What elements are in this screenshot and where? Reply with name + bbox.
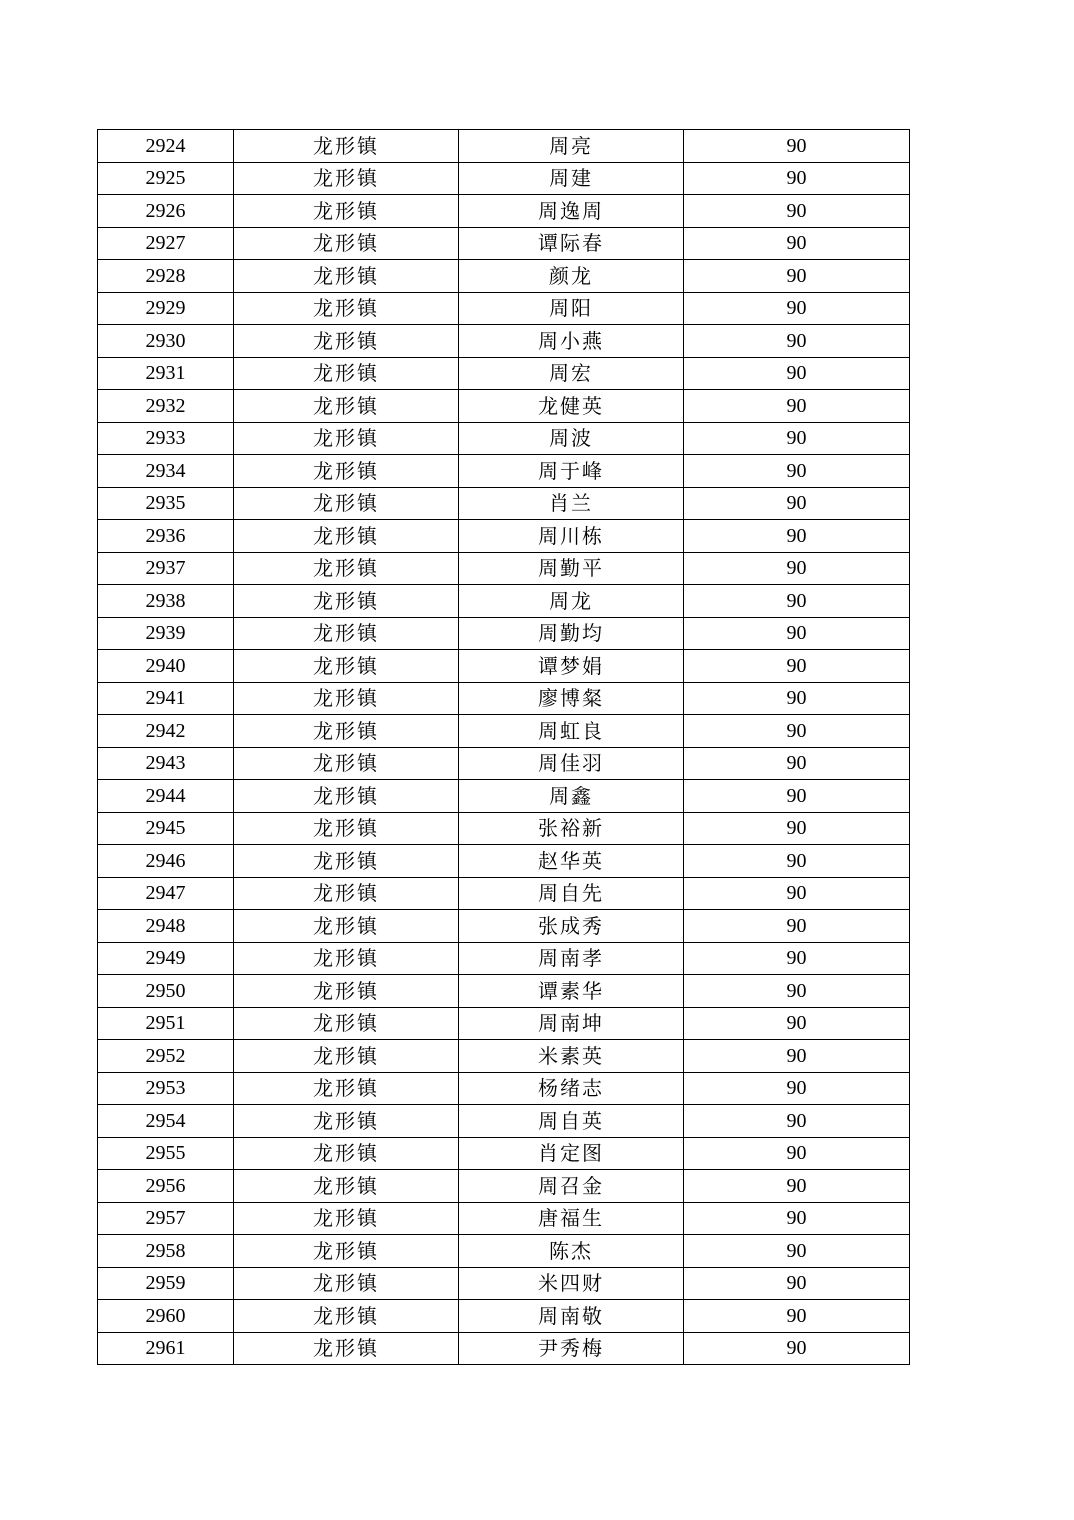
cell-score: 90 bbox=[684, 877, 910, 910]
cell-person-name: 周勤均 bbox=[459, 617, 684, 650]
cell-seq-number: 2936 bbox=[98, 520, 234, 553]
cell-seq-number: 2949 bbox=[98, 942, 234, 975]
cell-seq-number: 2938 bbox=[98, 585, 234, 618]
cell-score: 90 bbox=[684, 1202, 910, 1235]
cell-seq-number: 2947 bbox=[98, 877, 234, 910]
cell-town: 龙形镇 bbox=[234, 1202, 459, 1235]
cell-town: 龙形镇 bbox=[234, 1235, 459, 1268]
cell-town: 龙形镇 bbox=[234, 1105, 459, 1138]
cell-person-name: 周建 bbox=[459, 162, 684, 195]
cell-seq-number: 2948 bbox=[98, 910, 234, 943]
cell-person-name: 肖定图 bbox=[459, 1137, 684, 1170]
cell-score: 90 bbox=[684, 845, 910, 878]
cell-town: 龙形镇 bbox=[234, 292, 459, 325]
cell-seq-number: 2960 bbox=[98, 1300, 234, 1333]
table-row bbox=[98, 747, 910, 780]
cell-seq-number: 2957 bbox=[98, 1202, 234, 1235]
cell-person-name: 周南敬 bbox=[459, 1300, 684, 1333]
cell-town: 龙形镇 bbox=[234, 1170, 459, 1203]
table-row bbox=[98, 1072, 910, 1105]
cell-score: 90 bbox=[684, 715, 910, 748]
cell-seq-number: 2944 bbox=[98, 780, 234, 813]
cell-score: 90 bbox=[684, 812, 910, 845]
cell-score: 90 bbox=[684, 195, 910, 228]
cell-person-name: 周鑫 bbox=[459, 780, 684, 813]
table-row bbox=[98, 325, 910, 358]
table-row bbox=[98, 812, 910, 845]
cell-town: 龙形镇 bbox=[234, 162, 459, 195]
cell-person-name: 谭际春 bbox=[459, 227, 684, 260]
cell-person-name: 周于峰 bbox=[459, 455, 684, 488]
cell-town: 龙形镇 bbox=[234, 942, 459, 975]
table-row bbox=[98, 650, 910, 683]
cell-town: 龙形镇 bbox=[234, 325, 459, 358]
cell-person-name: 周虹良 bbox=[459, 715, 684, 748]
cell-town: 龙形镇 bbox=[234, 650, 459, 683]
cell-person-name: 张裕新 bbox=[459, 812, 684, 845]
cell-town: 龙形镇 bbox=[234, 1072, 459, 1105]
table-row bbox=[98, 292, 910, 325]
table-row bbox=[98, 1332, 910, 1365]
cell-person-name: 周波 bbox=[459, 422, 684, 455]
cell-seq-number: 2927 bbox=[98, 227, 234, 260]
cell-score: 90 bbox=[684, 260, 910, 293]
cell-score: 90 bbox=[684, 487, 910, 520]
cell-score: 90 bbox=[684, 162, 910, 195]
cell-score: 90 bbox=[684, 1235, 910, 1268]
cell-person-name: 颜龙 bbox=[459, 260, 684, 293]
cell-score: 90 bbox=[684, 390, 910, 423]
table-row bbox=[98, 455, 910, 488]
cell-seq-number: 2928 bbox=[98, 260, 234, 293]
table-row bbox=[98, 1300, 910, 1333]
cell-seq-number: 2943 bbox=[98, 747, 234, 780]
cell-town: 龙形镇 bbox=[234, 617, 459, 650]
cell-person-name: 米素英 bbox=[459, 1040, 684, 1073]
cell-person-name: 谭素华 bbox=[459, 975, 684, 1008]
cell-town: 龙形镇 bbox=[234, 487, 459, 520]
cell-seq-number: 2924 bbox=[98, 130, 234, 163]
table-row bbox=[98, 942, 910, 975]
cell-town: 龙形镇 bbox=[234, 1332, 459, 1365]
cell-town: 龙形镇 bbox=[234, 877, 459, 910]
cell-person-name: 米四财 bbox=[459, 1267, 684, 1300]
cell-score: 90 bbox=[684, 292, 910, 325]
cell-seq-number: 2946 bbox=[98, 845, 234, 878]
cell-town: 龙形镇 bbox=[234, 260, 459, 293]
table-row bbox=[98, 1170, 910, 1203]
cell-seq-number: 2950 bbox=[98, 975, 234, 1008]
cell-town: 龙形镇 bbox=[234, 520, 459, 553]
cell-seq-number: 2932 bbox=[98, 390, 234, 423]
cell-person-name: 周南坤 bbox=[459, 1007, 684, 1040]
table-row bbox=[98, 1137, 910, 1170]
cell-score: 90 bbox=[684, 422, 910, 455]
table-row bbox=[98, 195, 910, 228]
cell-seq-number: 2939 bbox=[98, 617, 234, 650]
roster-table-body bbox=[98, 130, 910, 1365]
cell-score: 90 bbox=[684, 227, 910, 260]
cell-seq-number: 2959 bbox=[98, 1267, 234, 1300]
cell-person-name: 周逸周 bbox=[459, 195, 684, 228]
table-row bbox=[98, 1267, 910, 1300]
cell-person-name: 周宏 bbox=[459, 357, 684, 390]
cell-seq-number: 2929 bbox=[98, 292, 234, 325]
cell-town: 龙形镇 bbox=[234, 747, 459, 780]
cell-seq-number: 2955 bbox=[98, 1137, 234, 1170]
table-row bbox=[98, 1007, 910, 1040]
cell-score: 90 bbox=[684, 617, 910, 650]
cell-town: 龙形镇 bbox=[234, 390, 459, 423]
table-row bbox=[98, 845, 910, 878]
cell-seq-number: 2961 bbox=[98, 1332, 234, 1365]
roster-table bbox=[97, 129, 910, 1365]
table-row bbox=[98, 357, 910, 390]
cell-town: 龙形镇 bbox=[234, 552, 459, 585]
cell-person-name: 周龙 bbox=[459, 585, 684, 618]
cell-seq-number: 2958 bbox=[98, 1235, 234, 1268]
table-row bbox=[98, 780, 910, 813]
cell-town: 龙形镇 bbox=[234, 682, 459, 715]
cell-town: 龙形镇 bbox=[234, 845, 459, 878]
cell-person-name: 周阳 bbox=[459, 292, 684, 325]
cell-score: 90 bbox=[684, 1267, 910, 1300]
cell-score: 90 bbox=[684, 975, 910, 1008]
cell-seq-number: 2956 bbox=[98, 1170, 234, 1203]
cell-score: 90 bbox=[684, 325, 910, 358]
table-row bbox=[98, 390, 910, 423]
table-row bbox=[98, 877, 910, 910]
cell-person-name: 张成秀 bbox=[459, 910, 684, 943]
table-row bbox=[98, 487, 910, 520]
cell-score: 90 bbox=[684, 1170, 910, 1203]
cell-score: 90 bbox=[684, 682, 910, 715]
cell-score: 90 bbox=[684, 910, 910, 943]
cell-score: 90 bbox=[684, 585, 910, 618]
cell-seq-number: 2953 bbox=[98, 1072, 234, 1105]
cell-person-name: 唐福生 bbox=[459, 1202, 684, 1235]
cell-person-name: 周勤平 bbox=[459, 552, 684, 585]
cell-town: 龙形镇 bbox=[234, 1137, 459, 1170]
cell-town: 龙形镇 bbox=[234, 1300, 459, 1333]
cell-seq-number: 2941 bbox=[98, 682, 234, 715]
cell-town: 龙形镇 bbox=[234, 227, 459, 260]
table-row bbox=[98, 520, 910, 553]
cell-score: 90 bbox=[684, 520, 910, 553]
cell-seq-number: 2931 bbox=[98, 357, 234, 390]
table-row bbox=[98, 1202, 910, 1235]
table-row bbox=[98, 975, 910, 1008]
table-row bbox=[98, 1040, 910, 1073]
cell-person-name: 龙健英 bbox=[459, 390, 684, 423]
cell-seq-number: 2925 bbox=[98, 162, 234, 195]
cell-score: 90 bbox=[684, 1332, 910, 1365]
cell-seq-number: 2934 bbox=[98, 455, 234, 488]
cell-seq-number: 2942 bbox=[98, 715, 234, 748]
cell-town: 龙形镇 bbox=[234, 585, 459, 618]
cell-person-name: 陈杰 bbox=[459, 1235, 684, 1268]
cell-seq-number: 2937 bbox=[98, 552, 234, 585]
table-row bbox=[98, 130, 910, 163]
cell-seq-number: 2940 bbox=[98, 650, 234, 683]
cell-score: 90 bbox=[684, 1072, 910, 1105]
table-row bbox=[98, 682, 910, 715]
cell-person-name: 周南孝 bbox=[459, 942, 684, 975]
table-row bbox=[98, 1105, 910, 1138]
cell-seq-number: 2945 bbox=[98, 812, 234, 845]
cell-score: 90 bbox=[684, 357, 910, 390]
cell-person-name: 赵华英 bbox=[459, 845, 684, 878]
cell-score: 90 bbox=[684, 1040, 910, 1073]
cell-town: 龙形镇 bbox=[234, 715, 459, 748]
cell-person-name: 谭梦娟 bbox=[459, 650, 684, 683]
table-row bbox=[98, 585, 910, 618]
cell-person-name: 肖兰 bbox=[459, 487, 684, 520]
cell-seq-number: 2952 bbox=[98, 1040, 234, 1073]
cell-score: 90 bbox=[684, 130, 910, 163]
cell-town: 龙形镇 bbox=[234, 455, 459, 488]
cell-town: 龙形镇 bbox=[234, 975, 459, 1008]
cell-score: 90 bbox=[684, 1105, 910, 1138]
cell-seq-number: 2951 bbox=[98, 1007, 234, 1040]
cell-town: 龙形镇 bbox=[234, 1007, 459, 1040]
cell-score: 90 bbox=[684, 1007, 910, 1040]
cell-town: 龙形镇 bbox=[234, 130, 459, 163]
cell-town: 龙形镇 bbox=[234, 910, 459, 943]
cell-score: 90 bbox=[684, 650, 910, 683]
cell-town: 龙形镇 bbox=[234, 195, 459, 228]
table-row bbox=[98, 617, 910, 650]
table-row bbox=[98, 260, 910, 293]
table-row bbox=[98, 715, 910, 748]
cell-seq-number: 2930 bbox=[98, 325, 234, 358]
cell-score: 90 bbox=[684, 780, 910, 813]
cell-person-name: 周川栋 bbox=[459, 520, 684, 553]
cell-person-name: 周自英 bbox=[459, 1105, 684, 1138]
cell-town: 龙形镇 bbox=[234, 1267, 459, 1300]
table-row bbox=[98, 227, 910, 260]
cell-score: 90 bbox=[684, 942, 910, 975]
cell-person-name: 周自先 bbox=[459, 877, 684, 910]
cell-town: 龙形镇 bbox=[234, 780, 459, 813]
cell-score: 90 bbox=[684, 1300, 910, 1333]
cell-seq-number: 2954 bbox=[98, 1105, 234, 1138]
cell-score: 90 bbox=[684, 455, 910, 488]
cell-score: 90 bbox=[684, 552, 910, 585]
cell-person-name: 尹秀梅 bbox=[459, 1332, 684, 1365]
cell-town: 龙形镇 bbox=[234, 357, 459, 390]
cell-person-name: 周召金 bbox=[459, 1170, 684, 1203]
cell-person-name: 杨绪志 bbox=[459, 1072, 684, 1105]
cell-seq-number: 2926 bbox=[98, 195, 234, 228]
table-row bbox=[98, 422, 910, 455]
cell-person-name: 周小燕 bbox=[459, 325, 684, 358]
cell-town: 龙形镇 bbox=[234, 1040, 459, 1073]
cell-person-name: 廖博粲 bbox=[459, 682, 684, 715]
table-row bbox=[98, 910, 910, 943]
cell-town: 龙形镇 bbox=[234, 812, 459, 845]
cell-seq-number: 2933 bbox=[98, 422, 234, 455]
cell-score: 90 bbox=[684, 747, 910, 780]
table-row bbox=[98, 552, 910, 585]
cell-town: 龙形镇 bbox=[234, 422, 459, 455]
cell-person-name: 周佳羽 bbox=[459, 747, 684, 780]
cell-seq-number: 2935 bbox=[98, 487, 234, 520]
table-row bbox=[98, 162, 910, 195]
table-row bbox=[98, 1235, 910, 1268]
cell-score: 90 bbox=[684, 1137, 910, 1170]
cell-person-name: 周亮 bbox=[459, 130, 684, 163]
